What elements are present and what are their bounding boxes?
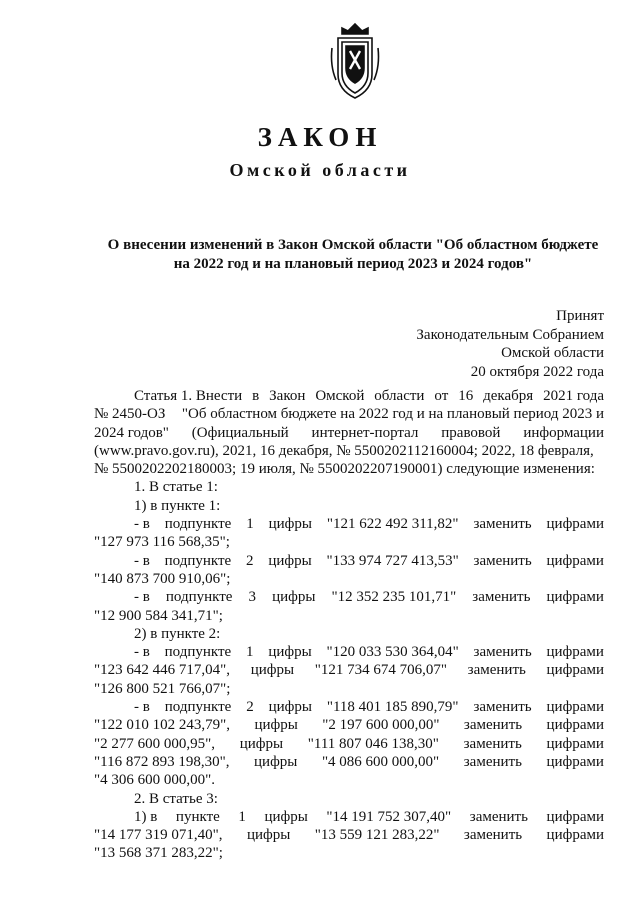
text: декабря (483, 388, 534, 404)
text: (Официальный (191, 424, 289, 441)
adopted-by: Законодательным Собранием (416, 326, 604, 343)
text: цифры (268, 644, 312, 661)
text: - в (134, 516, 150, 533)
text: заменить (473, 552, 532, 569)
amendment-b1 (94, 643, 604, 661)
text: заменить (473, 644, 532, 661)
text: цифры (272, 589, 316, 606)
text: цифры (254, 753, 298, 770)
text: "14 177 319 071,40", (94, 827, 223, 844)
heading-line-1: О внесении изменений в Закон Омской области "Об областном бюджете (107, 237, 599, 253)
text: "121 622 492 311,82" (326, 516, 459, 533)
amendment-a1 (94, 515, 604, 533)
text: 3 (248, 589, 257, 606)
text: "Об областном бюджете на 2022 год и на плановый период 2023 и (181, 406, 604, 423)
amendment-a3-value: "12 900 584 341,71"; (94, 607, 223, 624)
text: заменить (463, 735, 522, 752)
adoption-block (416, 307, 604, 381)
text: № 2450-ОЗ (94, 406, 166, 423)
text: "123 642 446 717,04", (94, 662, 230, 679)
text: 1 (246, 516, 254, 533)
article-1-line-1 (94, 387, 604, 405)
article-1-line-3 (94, 424, 604, 442)
text: "118 401 185 890,79" (326, 699, 459, 716)
text: цифры (246, 827, 291, 844)
text: 1 (246, 644, 254, 661)
text: 2021 года (543, 388, 604, 404)
amendment-b2-continued-3 (94, 753, 604, 771)
amendment-c1-continued (94, 826, 604, 844)
text: подпункте (164, 644, 232, 661)
amendment-b2-value: "4 306 600 000,00". (94, 772, 215, 789)
omsk-region-coat-of-arms-icon (328, 18, 382, 102)
text: заменить (467, 662, 526, 679)
text: интернет-портал (311, 424, 419, 441)
text: - в (134, 589, 150, 606)
text: 1 (238, 808, 246, 825)
adopted-label: Принят (556, 308, 604, 324)
text: 2 (246, 699, 254, 716)
text: цифрами (546, 552, 604, 569)
text: - в (134, 644, 150, 661)
text: 2024 годов" (94, 424, 169, 441)
text: цифры (268, 699, 312, 716)
text: цифрами (546, 753, 604, 770)
text: "133 974 727 413,53" (326, 552, 459, 569)
text: цифры (264, 808, 308, 825)
adopted-by-region: Омской области (501, 345, 604, 361)
text: правовой (441, 424, 501, 441)
amendment-a2-value: "140 873 700 910,06"; (94, 570, 231, 587)
text: заменить (469, 808, 528, 825)
law-body (94, 387, 604, 863)
law-title: ЗАКОН (257, 122, 383, 152)
text: (www.pravo.gov.ru), 2021, 16 декабря, № 5500202112160004; 2022, 18 февраля, (94, 442, 594, 459)
text: "2 197 600 000,00" (322, 717, 440, 734)
text: цифрами (546, 717, 604, 734)
amendment-b2-continued-2 (94, 735, 604, 753)
law-region: Омской области (229, 160, 411, 180)
article-1-line-5: № 5500202202180003; 19 июля, № 5500202207190001) следующие изменения: (94, 461, 595, 478)
amendment-a2 (94, 552, 604, 570)
text: Омской (315, 388, 365, 404)
text: "2 277 600 000,95", (94, 735, 215, 752)
text: цифрами (546, 827, 604, 844)
text: - в (134, 699, 150, 716)
text: заменить (473, 699, 532, 716)
text: цифры (239, 735, 284, 752)
text: 1) в (134, 808, 158, 825)
text: области (374, 388, 425, 404)
section-2-heading: 2. В статье 3: (134, 790, 218, 807)
text: заменить (472, 589, 531, 606)
amendment-b1-value: "126 800 521 766,07"; (94, 680, 231, 697)
text: цифры (254, 717, 298, 734)
text: подпункте (165, 589, 233, 606)
text: заменить (473, 516, 532, 533)
text: "121 734 674 706,07" (314, 662, 447, 679)
section-1-heading: 1. В статье 1: (134, 479, 218, 496)
text: 2 (246, 552, 254, 569)
text: цифры (268, 552, 312, 569)
adopted-date: 20 октября 2022 года (470, 363, 604, 380)
text: "14 191 752 307,40" (326, 808, 452, 825)
text: цифрами (546, 735, 604, 752)
text: от (434, 388, 449, 404)
point-1-heading: 1) в пункте 1: (134, 497, 221, 514)
text: в (252, 388, 260, 404)
text: Закон (269, 388, 306, 404)
text: "4 086 600 000,00" (321, 753, 440, 770)
text: заменить (463, 827, 523, 844)
text: "116 872 893 198,30", (94, 753, 230, 770)
text: подпункте (164, 552, 232, 569)
amendment-b2 (94, 698, 604, 716)
text: "13 559 121 283,22" (314, 827, 440, 844)
amendment-a3 (94, 588, 604, 606)
amendment-c1-value: "13 568 371 283,22"; (94, 845, 223, 862)
text: информации (523, 424, 604, 441)
text: цифрами (546, 699, 604, 716)
heading-line-2: на 2022 год и на плановый период 2023 и 2024 годов" (173, 256, 533, 272)
text: цифрами (546, 808, 604, 825)
text: цифрами (546, 644, 604, 661)
text: цифры (268, 516, 312, 533)
text: заменить (463, 717, 523, 734)
text: цифрами (546, 589, 604, 606)
text: - в (134, 552, 150, 569)
text: "12 352 235 101,71" (331, 589, 457, 606)
text: пункте (175, 808, 220, 825)
text: подпункте (164, 516, 232, 533)
text: цифрами (546, 662, 604, 679)
text: цифры (250, 662, 295, 679)
point-2-heading: 2) в пункте 2: (134, 625, 221, 642)
amendment-b2-continued-1 (94, 716, 604, 734)
text: подпункте (164, 699, 232, 716)
text: "122 010 102 243,79", (94, 717, 230, 734)
amendment-c1 (94, 808, 604, 826)
law-heading (88, 236, 618, 274)
amendment-a1-value: "127 973 116 568,35"; (94, 534, 230, 551)
text: "120 033 530 364,04" (326, 644, 459, 661)
article-1-line-2 (94, 405, 604, 423)
text: "111 807 046 138,30" (307, 735, 439, 752)
amendment-b1-continued (94, 661, 604, 679)
text: 16 (458, 388, 474, 404)
text: Статья 1. Внести (134, 388, 243, 404)
article-1-line-4 (94, 442, 604, 460)
text: цифрами (546, 516, 604, 533)
text: заменить (463, 753, 522, 770)
